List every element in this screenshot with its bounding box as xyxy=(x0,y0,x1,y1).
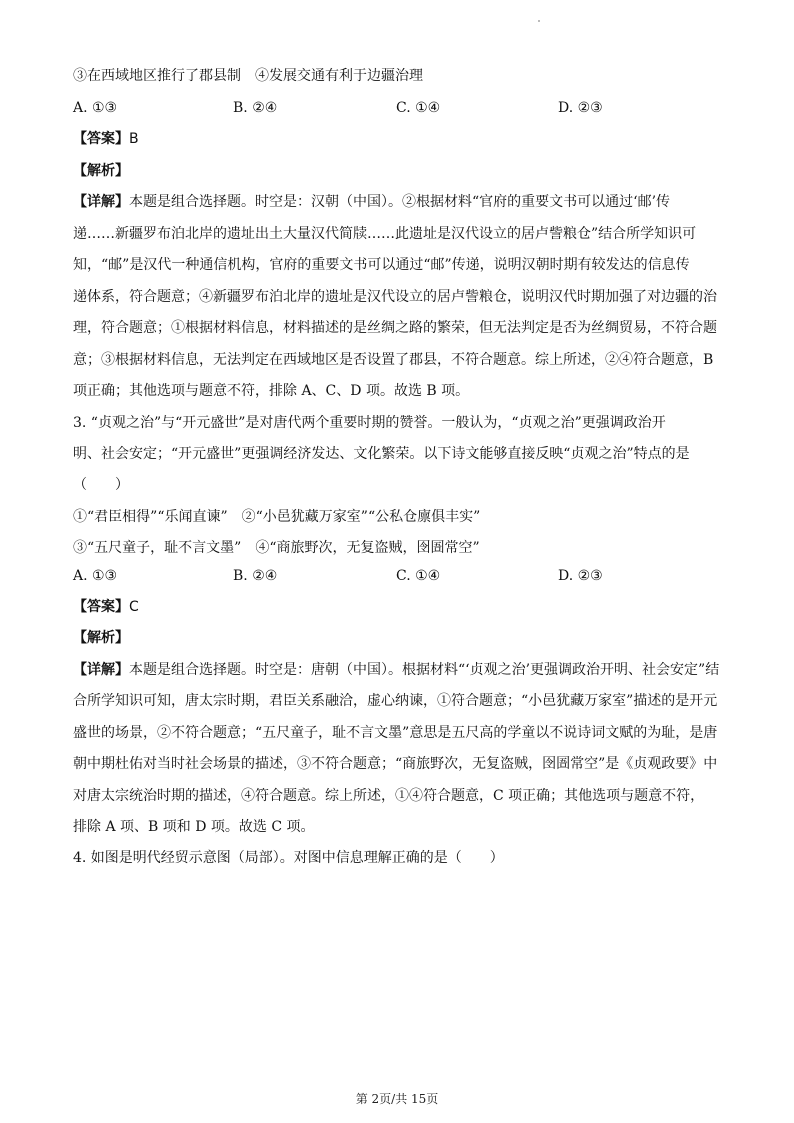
scan-mark xyxy=(538,20,540,22)
detail-text: 本题是组合选择题。时空是：汉朝（中国）。②根据材料“官府的重要文书可以通过‘邮’传 xyxy=(129,194,671,210)
answer-tag: 【答案】 xyxy=(73,599,129,615)
analysis-tag: 【解析】 xyxy=(73,630,129,646)
q2-detail-line: 意；③根据材料信息，无法判定在西域地区是否设置了郡县，不符合题意。综上所述，②④符合题意，B xyxy=(73,352,714,368)
detail-text: 本题是组合选择题。时空是：唐朝（中国）。根据材料“‘贞观之治’更强调政治开明、社会安定”结 xyxy=(129,662,720,678)
q3-detail-line: 对唐太宗统治时期的描述，④符合题意。综上所述，①④符合题意，C 项正确；其他选项与题意不符， xyxy=(73,788,705,804)
q3-option-line: ①“君臣相得”“乐闻直谏” ②“小邑犹藏万家室”“公私仓廪俱丰实” xyxy=(73,509,481,525)
answer-value: B xyxy=(129,131,139,147)
q3-choice-d: D. ②③ xyxy=(558,568,603,584)
q3-detail-line: 排除 A 项、B 项和 D 项。故选 C 项。 xyxy=(73,819,315,835)
q3-stem-line: 3. “贞观之治”与“开元盛世”是对唐代两个重要时期的赞誉。一般认为，“贞观之治”更强调政治开 xyxy=(73,415,666,431)
q3-choice-c: C. ①④ xyxy=(396,568,441,584)
detail-tag: 【详解】 xyxy=(73,662,129,678)
q3-analysis-heading xyxy=(73,629,734,647)
q3-option-line: ③“五尺童子，耻不言文墨” ④“商旅野次，无复盗贼，囹圄常空” xyxy=(73,540,480,556)
q3-stem-line: 明、社会安定；“开元盛世”更强调经济发达、文化繁荣。以下诗文能够直接反映“贞观之治”特点的是 xyxy=(73,446,690,462)
q3-detail-line: 朝中期杜佑对当时社会场景的描述，③不符合题意；“商旅野次，无复盗贼，囹圄常空”是《贞观政要》中 xyxy=(73,756,718,772)
q2-choice-b: B. ②④ xyxy=(233,100,278,116)
q3-stem-line: （ ） xyxy=(73,477,129,493)
q3-choice-a: A. ①③ xyxy=(73,568,118,584)
detail-tag: 【详解】 xyxy=(73,194,129,210)
q2-detail-line xyxy=(73,193,734,211)
q3-detail-line xyxy=(73,661,734,679)
q2-answer xyxy=(73,130,734,148)
q3-detail-line: 合所学知识可知，唐太宗时期，君臣关系融洽，虚心纳谏，①符合题意；“小邑犹藏万家室”描述的是开元 xyxy=(73,693,718,709)
q3-answer xyxy=(73,598,734,616)
q2-choice-a: A. ①③ xyxy=(73,100,118,116)
answer-tag: 【答案】 xyxy=(73,131,129,147)
answer-value: C xyxy=(129,599,139,615)
q2-detail-line: 项正确；其他选项与题意不符，排除 A、C、D 项。故选 B 项。 xyxy=(73,383,470,399)
q2-detail-line: 递……新疆罗布泊北岸的遗址出土大量汉代简牍……此遗址是汉代设立的居卢訾粮仓”结合所学知识可 xyxy=(73,226,697,242)
q4-stem: 4. 如图是明代经贸示意图（局部）。对图中信息理解正确的是（ ） xyxy=(73,850,504,866)
page-footer: 第 2页/共 15页 xyxy=(355,1092,439,1106)
q2-analysis-heading xyxy=(73,162,734,180)
analysis-tag: 【解析】 xyxy=(73,163,129,179)
q2-option-line: ③在西域地区推行了郡县制 ④发展交通有利于边疆治理 xyxy=(73,68,423,84)
q2-choice-d: D. ②③ xyxy=(558,100,603,116)
q3-choice-b: B. ②④ xyxy=(233,568,278,584)
q2-detail-line: 知，“邮”是汉代一种通信机构，官府的重要文书可以通过“邮”传递，说明汉朝时期有较发达的信息传 xyxy=(73,257,690,273)
q3-detail-line: 盛世的场景，②不符合题意；“五尺童子，耻不言文墨”意思是五尺高的学童以不说诗词文赋的为耻，是唐 xyxy=(73,725,718,741)
q2-choice-c: C. ①④ xyxy=(396,100,441,116)
q2-detail-line: 递体系，符合题意；④新疆罗布泊北岸的遗址是汉代设立的居卢訾粮仓，说明汉代时期加强了对边疆的治 xyxy=(73,289,717,305)
q2-detail-line: 理，符合题意；①根据材料信息，材料描述的是丝绸之路的繁荣，但无法判定是否为丝绸贸易，不符合题 xyxy=(73,320,717,336)
